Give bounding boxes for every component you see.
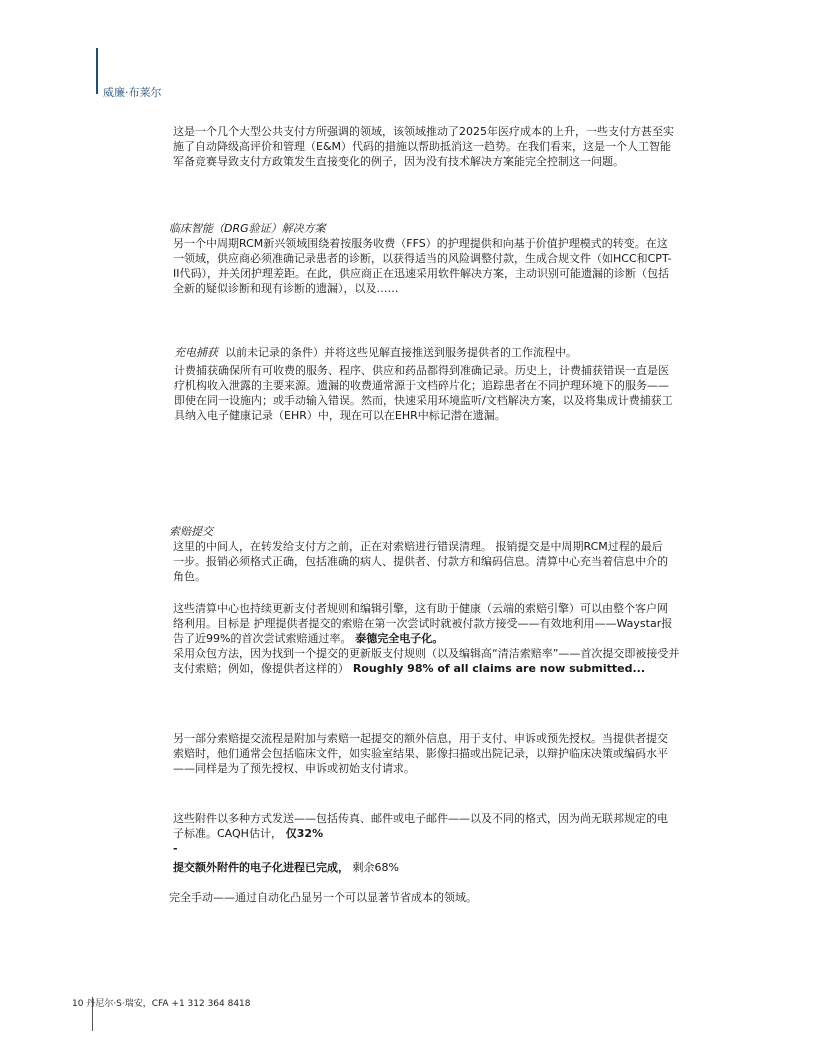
- attachments-paragraph: [173, 731, 668, 776]
- bold-text: 仅32%: [281, 827, 324, 840]
- text-line: 即使在同一设施内；或手动输入错误。然而，快速采用环境监听/文档解决方案，以及将集成计费捕获工: [174, 394, 673, 407]
- text-line: 一步。报销必须格式正确，包括准确的病人、提供者、付款方和编码信息。清算中心充当着信息中介的: [173, 555, 668, 568]
- text-line: 这是一个几个大型公共支付方所强调的领域，该领域推动了2025年医疗成本的上升，一些支付方甚至实: [173, 125, 674, 138]
- bold-text: 提交额外附件的电子化进程已完成，: [173, 861, 349, 874]
- text-line: 疗机构收入泄露的主要来源。遗漏的收费通常源于文档碎片化；追踪患者在不同护理环境下的服务——: [174, 379, 669, 392]
- closing-line: [169, 890, 477, 905]
- text-line: 络利用。目标是 护理提供者提交的索赔在第一次尝试时就被付款方接受——有效地利用——Waystar报: [173, 617, 673, 630]
- text-line: 具纳入电子健康记录（EHR）中，现在可以在EHR中标记潜在遗漏。: [174, 409, 506, 422]
- attachment-formats-paragraph: [173, 811, 668, 875]
- header-rule: [96, 48, 98, 94]
- text-line: 另一个中周期RCM新兴领域围绕着按服务收费（FFS）的护理提供和向基于价值护理模式的转变。在这: [173, 237, 668, 250]
- text-line: 这些清算中心也持续更新支付者规则和编辑引擎，这有助于健康（云端的索赔引擎）可以由整个客户网: [173, 602, 668, 615]
- heading-continuation: 以前未记录的条件）并将这些见解直接推送到服务提供者的工作流程中。: [225, 346, 577, 359]
- bold-text: 泰德完全电子化。: [351, 632, 444, 645]
- text-line: 告了近99%的首次尝试索赔通过率。: [173, 632, 352, 645]
- text-line: 计费捕获确保所有可收费的服务、程序、供应和药品都得到准确记录。历史上，计费捕获错误一直是医: [174, 364, 669, 377]
- text-line: 完全手动——通过自动化凸显另一个可以显著节省成本的领域。: [169, 891, 477, 904]
- text-line: 子标准。CAQH估计，: [173, 827, 282, 840]
- section-clinical-intelligence: [169, 221, 672, 296]
- footer-page-info: 10 丹尼尔·S·瑞安，CFA +1 312 364 8418: [72, 999, 251, 1009]
- text-line: 支付索赔；例如，像提供者这样的）: [173, 662, 349, 675]
- section-charge-capture: [174, 345, 673, 423]
- text-line: 角色。: [173, 570, 206, 583]
- section-heading: 临床智能（DRG验证）解决方案: [169, 222, 326, 235]
- text-line: 一领域，供应商必须准确记录患者的诊断，以获得适当的风险调整付款，生成合规文件（如HCC和CPT-: [173, 252, 672, 265]
- intro-paragraph: [173, 124, 674, 169]
- dash-line: -: [173, 842, 178, 855]
- section-heading: 充电捕获: [174, 346, 218, 359]
- text-line: 索赔时，他们通常会包括临床文件，如实验室结果、影像扫描或出院记录，以辩护临床决策或编码水平: [173, 747, 668, 760]
- section-claims-submission: [169, 524, 668, 584]
- text-line: ——同样是为了预先授权、申诉或初始支付请求。: [173, 762, 415, 775]
- section-heading: 索赔提交: [169, 525, 213, 538]
- text-line: 军备竞赛导致支付方政策发生直接变化的例子，因为没有技术解决方案能完全控制这一问题。: [173, 155, 624, 168]
- text-line: 剩余68%: [349, 861, 399, 874]
- text-line: 全新的疑似诊断和现有诊断的遗漏），以及……: [173, 282, 399, 295]
- brand-name: 威廉·布莱尔: [103, 86, 162, 99]
- clearinghouse-paragraph: [173, 601, 679, 676]
- bold-text: Roughly 98% of all claims are now submitted...: [349, 662, 646, 675]
- text-line: 采用众包方法，因为找到一个提交的更新版支付规则（以及编辑高“清洁索赔率”——首次提交即被接受并: [173, 647, 680, 660]
- text-line: 施了自动降级高评价和管理（E&M）代码的措施以帮助抵消这一趋势。在我们看来，这是一个人工智能: [173, 140, 672, 153]
- text-line: II代码），并关闭护理差距。在此，供应商正在迅速采用软件解决方案，主动识别可能遗漏的诊断（包括: [173, 267, 669, 280]
- text-line: 另一部分索赔提交流程是附加与索赔一起提交的额外信息，用于支付、申诉或预先授权。当提供者提交: [173, 732, 668, 745]
- text-line: 这里的中间人，在转发给支付方之前，正在对索赔进行错误清理。 报销提交是中周期RCM过程的最后: [173, 540, 663, 553]
- text-line: 这些附件以多种方式发送——包括传真、邮件或电子邮件——以及不同的格式，因为尚无联邦规定的电: [173, 812, 668, 825]
